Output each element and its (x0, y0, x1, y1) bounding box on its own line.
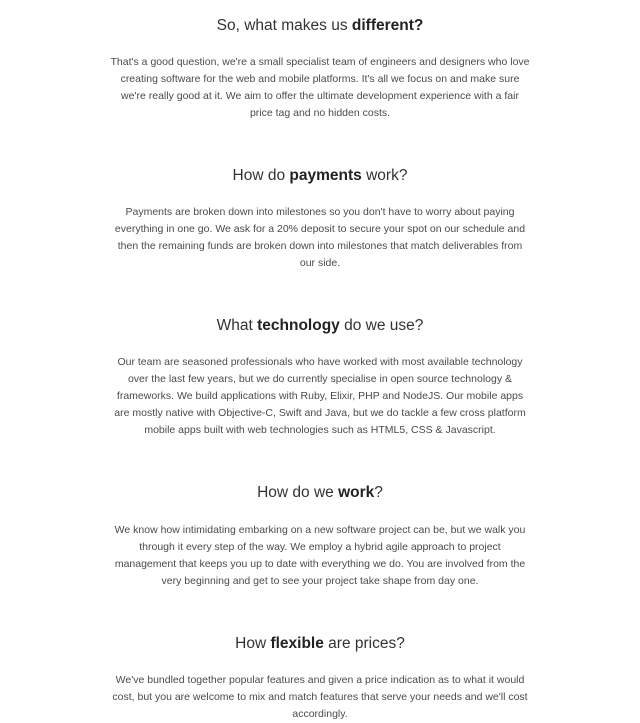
faq-heading-suffix: do we use? (339, 317, 424, 335)
faq-heading-emphasis: work (338, 484, 375, 502)
faq-body: We know how intimidating embarking on a new software project can be, but we walk you through it every step of the way. We employ a hybrid agile approach to project management that keeps you up to date with everything we do. You are involved from the very beginning and get to see your project take shape from day one. (114, 523, 526, 587)
faq-heading-prefix: How do we (257, 484, 339, 502)
faq-section-flexible (0, 634, 640, 723)
faq-heading (110, 483, 530, 503)
faq-heading-suffix: are prices? (323, 634, 405, 652)
faq-body: That's a good question, we're a small specialist team of engineers and designers who love creating software for the web and mobile platforms. It's all we focus on and make sure we're really good at it. We aim to offer the ultimate development experience with a fair price tag and no hidden costs. (110, 56, 530, 120)
faq-heading (110, 166, 530, 186)
faq-section-payments (0, 166, 640, 272)
faq-heading-emphasis: different? (351, 17, 424, 34)
faq-body: Our team are seasoned professionals who have worked with most available technology over the last few years, but we do currently specialise in open source technology & frameworks. We build applications with Ruby, Elixir, PHP and NodeJS. Our mobile apps are mostly native with Objective-C, Swift and Java, but we do tackle a few cross platform mobile apps built with web technologies such as HTML5, CSS & Javascript. (114, 356, 526, 437)
faq-heading-prefix: How (235, 634, 271, 652)
faq-heading-emphasis: technology (257, 317, 340, 335)
faq-heading-emphasis: payments (289, 167, 362, 185)
faq-heading (110, 316, 530, 336)
faq-heading (110, 634, 530, 654)
faq-heading-suffix: ? (374, 484, 383, 502)
faq-heading-emphasis: flexible (270, 634, 324, 652)
faq-heading-prefix: How do (232, 167, 290, 185)
faq-heading-prefix: So, what makes us (216, 17, 352, 34)
faq-heading (110, 16, 530, 36)
faq-body: We've bundled together popular features and given a price indication as to what it would cost, but you are welcome to mix and match features that serve your needs and we'll cost accordingly. (112, 673, 528, 720)
faq-section-different (0, 16, 640, 122)
faq-section-technology (0, 316, 640, 439)
faq-section-work (0, 483, 640, 589)
faq-heading-prefix: What (216, 317, 258, 335)
faq-heading-suffix: work? (361, 167, 408, 185)
faq-body: Payments are broken down into milestones so you don't have to worry about paying everything in one go. We ask for a 20% deposit to secure your spot on our schedule and then the remaining funds are broken down into milestones that match deliverables from our side. (114, 206, 526, 270)
